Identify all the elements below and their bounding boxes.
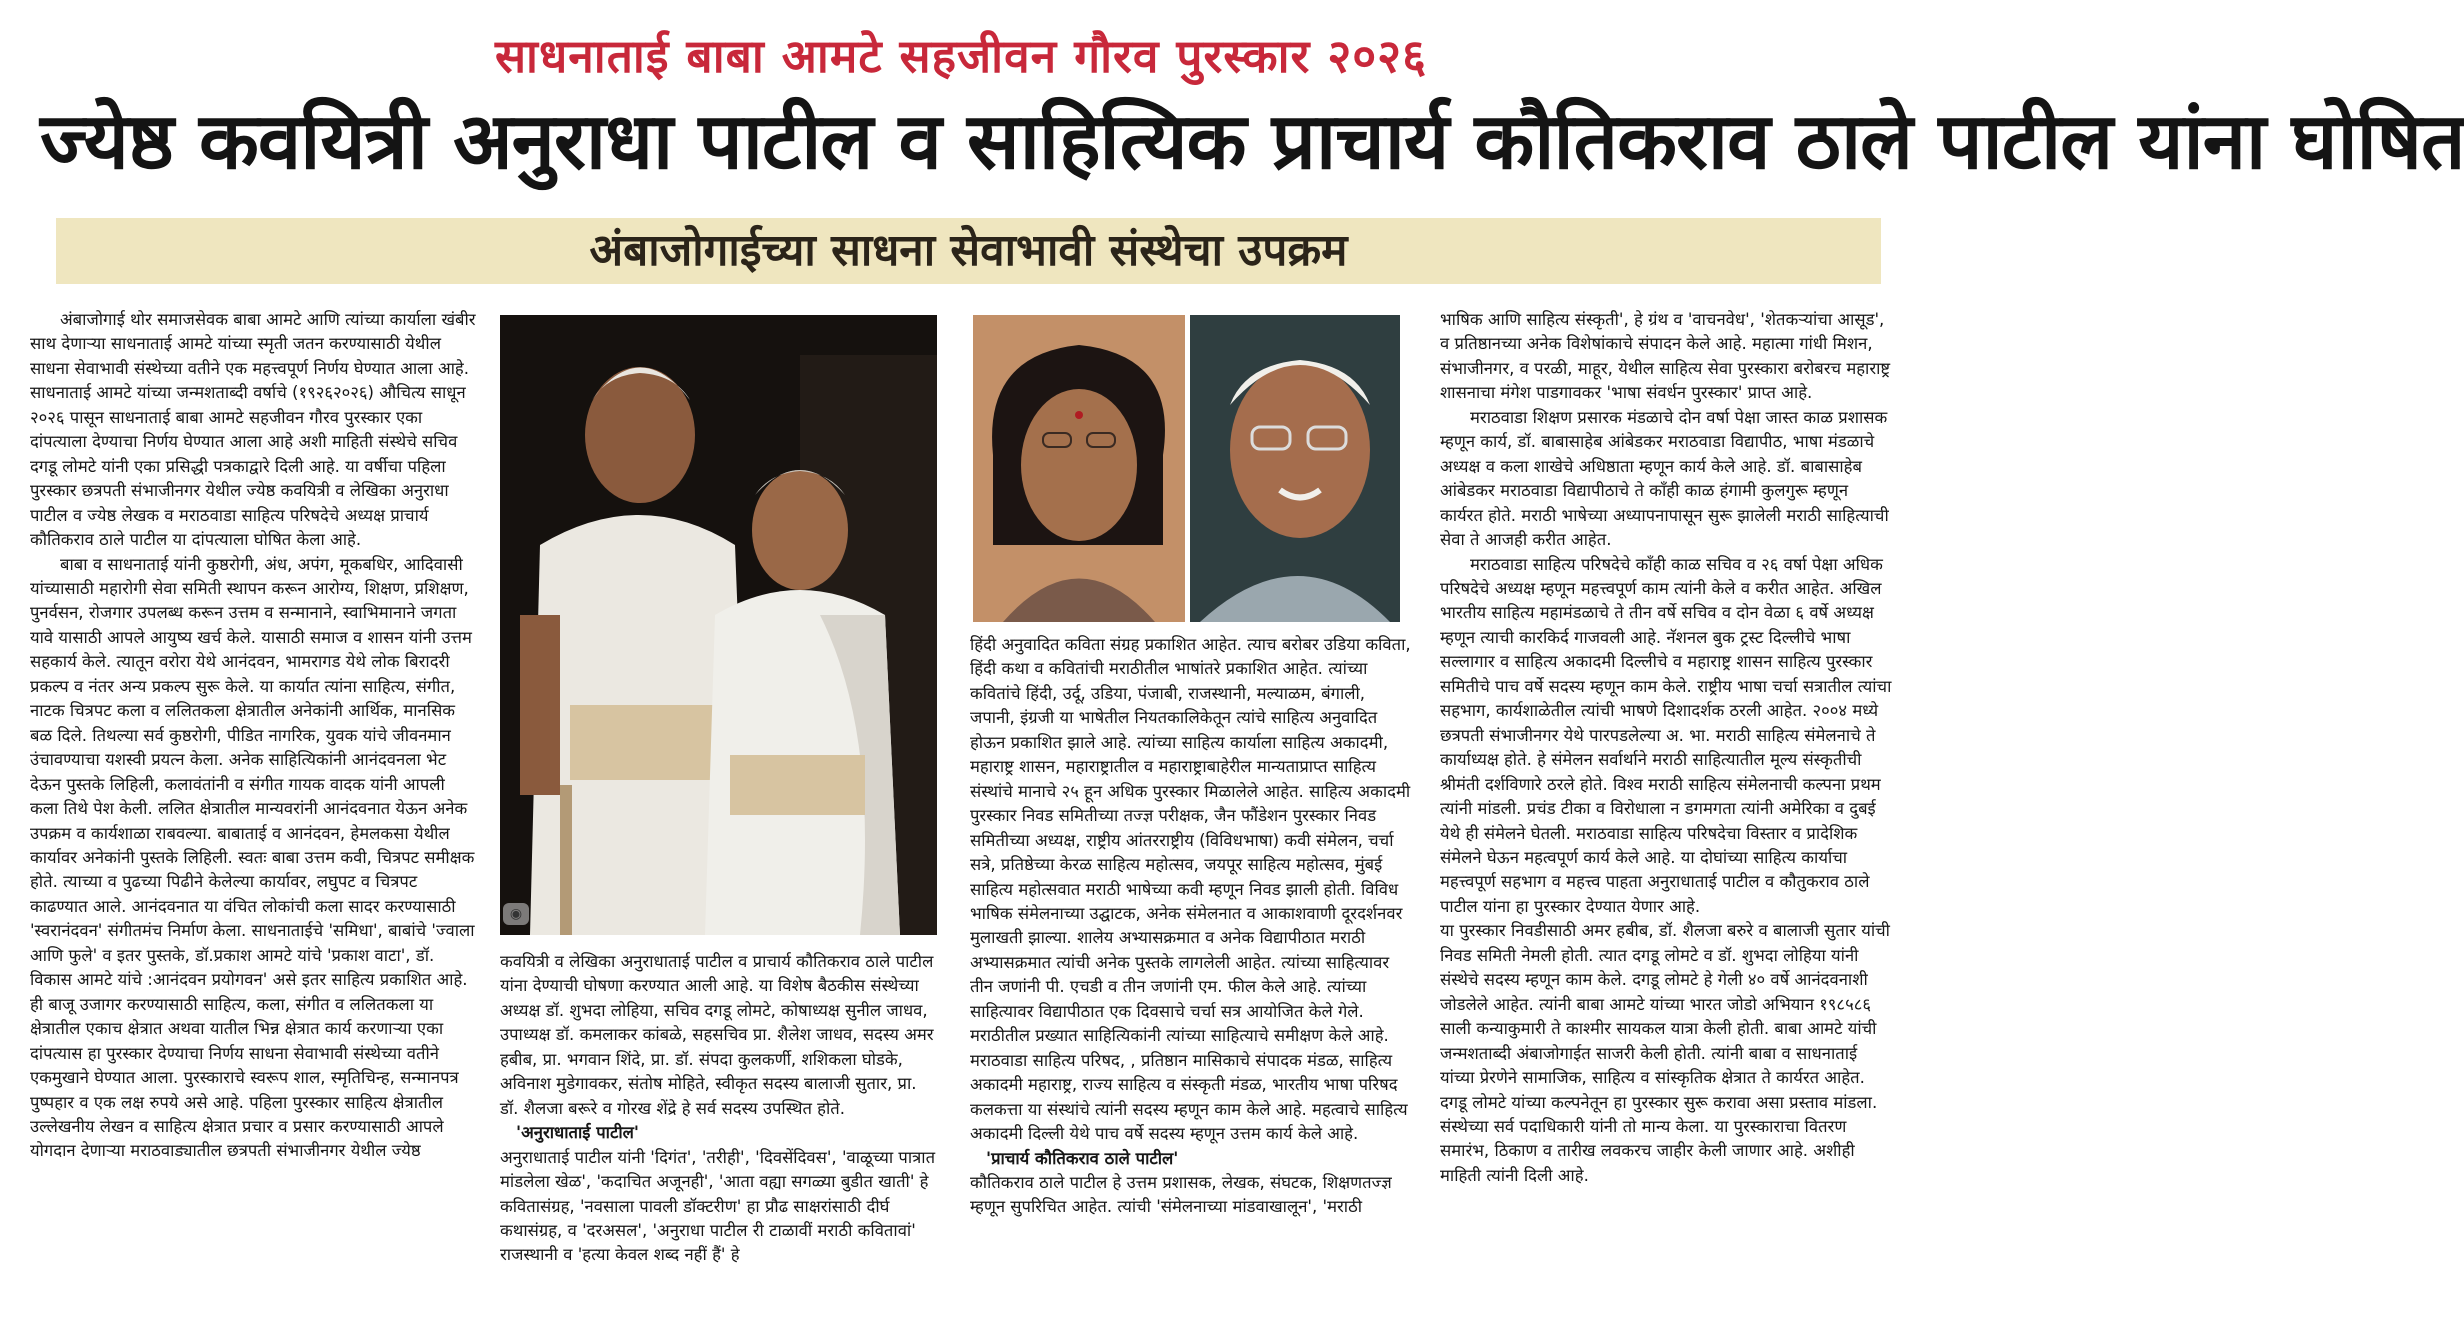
portrait-illustration <box>1190 315 1400 622</box>
paragraph: बाबा व साधनाताई यांनी कुष्ठरोगी, अंध, अपंग, मूकबधिर, आदिवासी यांच्यासाठी महारोगी सेवा समिती स्थापन करून आरोग्य, शिक्षण, प्रशिक्षण, पुनर्वसन, रोजगार उपलब्ध करून उत्तम व सन्मानाने, स्वाभिमानाने जगता यावे यासाठी आपले आयुष्य खर्च केले. यासाठी समाज व शासन यांनी उत्तम सहकार्य केले. त्यातून वरोरा येथे आनंदवन, भामरागड येथे लोक बिरादरी प्रकल्प व नंतर अन्य प्रकल्प सुरू केले. या कार्यात त्यांना साहित्य, संगीत, नाटक चित्रपट कला व ललितकला क्षेत्रातील अनेकांनी आर्थिक, मानसिक बळ दिले. तिथल्या सर्व कुष्ठरोगी, पीडित नागरिक, युवक यांचे जीवनमान उंचावण्याचा यशस्वी प्रयत्न केला. अनेक साहित्यिकांनी आनंदवनला भेट देऊन पुस्तके लिहिली, कलावंतांनी व संगीत गायक वादक यांनी आपली कला तिथे पेश केली. ललित क्षेत्रातील मान्यवरांनी आनंदवनात येऊन अनेक उपक्रम व कार्यशाळा राबवल्या. बाबाताई व आनंदवन, हेमलकसा येथील कार्यावर अनेकांनी पुस्तके लिहिली. स्वतः बाबा उत्तम कवी, चित्रपट समीक्षक होते. त्याच्या व पुढच्या पिढीने केलेल्या कार्यावर, लघुपट व चित्रपट काढण्यात आले. आनंदवनात या वंचित लोकांची कला सादर करण्यासाठी 'स्वरानंदवन' संगीतमंच निर्माण केला. साधनाताईचे 'समिधा', बाबांचे 'ज्वाला आणि फुले' व इतर पुस्तके, डॉ.प्रकाश आमटे यांचे 'प्रकाश वाटा', डॉ. विकास आमटे यांचे :आनंदवन प्रयोगवन' असे इतर साहित्य प्रकाशित आहे. ही बाजू उजागर करण्यासाठी साहित्य, कला, संगीत व ललितकला या क्षेत्रातील एकाच क्षेत्रात अथवा यातील भिन्न क्षेत्रात कार्य करणाऱ्या एका दांपत्यास हा पुरस्कार देण्याचा निर्णय साधना सेवाभावी संस्थेच्या वतीने एकमुखाने घेण्यात आला. पुरस्काराचे स्वरूप शाल, स्मृतिचिन्ह, सन्मानपत्र पुष्पहार व एक लक्ष रुपये असे आहे. पहिला पुरस्कार साहित्य क्षेत्रातील उल्लेखनीय लेखन व साहित्य क्षेत्रात प्रचार व प्रसार करण्यासाठी आपले योगदान देणाऱ्या मराठवाड्यातील छत्रपती संभाजीनगर येथील ज्येष्ठ <box>30 554 475 1161</box>
paragraph: भाषिक आणि साहित्य संस्कृती', हे ग्रंथ व 'वाचनवेध', 'शेतकऱ्यांचा आसूड', व प्रतिष्ठानच्या अनेक विशेषांकाचे संपादन केले आहे. महात्मा गांधी मिशन, संभाजीनगर, व परळी, माहूर, येथील साहित्य सेवा पुरस्कारा बरोबरच महाराष्ट्र शासनाचा मंगेश पाडगावकर 'भाषा संवर्धन पुरस्कार' प्राप्त आहे. <box>1440 310 1891 403</box>
article-column-3 <box>970 633 1412 1318</box>
portrait-illustration <box>973 315 1185 622</box>
section-heading: 'प्राचार्य कौतिकराव ठाले पाटील' <box>986 1148 1179 1168</box>
couple-photo-illustration <box>500 315 937 935</box>
article-column-2 <box>500 950 938 1318</box>
section-heading: 'अनुराधाताई पाटील' <box>516 1123 639 1143</box>
headline: ज्येष्ठ कवयित्री अनुराधा पाटील व साहित्यिक प्राचार्य कौतिकराव ठाले पाटील यांना घोषित <box>40 97 2464 187</box>
paragraph: मराठवाडा शिक्षण प्रसारक मंडळाचे दोन वर्षा पेक्षा जास्त काळ प्रशासक म्हणून कार्य, डॉ. बाबासाहेब आंबेडकर मराठवाडा विद्यापीठ, भाषा मंडळाचे अध्यक्ष व कला शाखेचे अधिष्ठाता म्हणून कार्य केले आहे. डॉ. बाबासाहेब आंबेडकर मराठवाडा विद्यापीठाचे ते काँही काळ हंगामी कुलगुरू म्हणून कार्यरत होते. मराठी भाषेच्या अध्यापनापासून सुरू झालेली मराठी साहित्याची सेवा ते आजही करीत आहेत. <box>1440 407 1889 550</box>
paragraph: या पुरस्कार निवडीसाठी अमर हबीब, डॉ. शैलजा बरुरे व बालाजी सुतार यांची निवड समिती नेमली होती. त्यात दगडू लोमटे व डॉ. शुभदा लोहिया यांनी संस्थेचे सदस्य म्हणून काम केले. दगडू लोमटे हे गेली ४० वर्षे आनंदवनाशी जोडलेले आहेत. त्यांनी बाबा आमटे यांच्या भारत जोडो अभियान १९८५८६ साली कन्याकुमारी ते काश्मीर सायकल यात्रा केली होती. बाबा आमटे यांची जन्मशताब्दी अंबाजोगाईत साजरी केली होती. त्यांनी बाबा व साधनाताई यांच्या प्रेरणेने सामाजिक, साहित्य व सांस्कृतिक क्षेत्रात ते कार्यरत आहेत. दगडू लोमटे यांच्या कल्पनेतून हा पुरस्कार सुरू करावा असा प्रस्ताव मांडला. संस्थेच्या सर्व पदाधिकारी यांनी तो मान्य केला. या पुरस्काराचा वितरण समारंभ, ठिकाण व तारीख लवकरच जाहीर केली जाणार आहे. अशीही माहिती त्यांनी दिली आहे. <box>1440 921 1890 1185</box>
subheadline-banner: अंबाजोगाईच्या साधना सेवाभावी संस्थेचा उपक्रम <box>56 218 1881 284</box>
paragraph: अंबाजोगाई थोर समाजसेवक बाबा आमटे आणि त्यांच्या कार्याला खंबीर साथ देणाऱ्या साधनाताई आमटे यांच्या स्मृती जतन करण्यासाठी येथील साधना सेवाभावी संस्थेच्या वतीने एक महत्त्वपूर्ण निर्णय घेण्यात आला आहे. साधनाताई आमटे यांच्या जन्मशताब्दी वर्षाचे (१९२६२०२६) औचित्य साधून २०२६ पासून साधनाताई बाबा आमटे सहजीवन गौरव पुरस्कार एका दांपत्याला देण्याचा निर्णय घेण्यात आला आहे अशी माहिती संस्थेचे सचिव दगडू लोमटे यांनी एका प्रसिद्धी पत्रकाद्वारे दिली आहे. या वर्षीचा पहिला पुरस्कार छत्रपती संभाजीनगर येथील ज्येष्ठ कवयित्री व लेखिका अनुराधा पाटील व ज्येष्ठ लेखक व मराठवाडा साहित्य परिषदेचे अध्यक्ष प्राचार्य कौतिकराव ठाले पाटील या दांपत्याला घोषित केला आहे. <box>30 310 476 550</box>
kicker-title: साधनाताई बाबा आमटे सहजीवन गौरव पुरस्कार २०२६ <box>494 29 1428 83</box>
paragraph: कवयित्री व लेखिका अनुराधाताई पाटील व प्राचार्य कौतिकराव ठाले पाटील यांना देण्याची घोषणा करण्यात आली आहे. या विशेष बैठकीस संस्थेच्या अध्यक्ष डॉ. शुभदा लोहिया, सचिव दगडू लोमटे, कोषाध्यक्ष सुनील जाधव, उपाध्यक्ष डॉ. कमलाकर कांबळे, सहसचिव प्रा. शैलेश जाधव, सदस्य अमर हबीब, प्रा. भगवान शिंदे, प्रा. डॉ. संपदा कुलकर्णी, शशिकला घोडके, अविनाश मुडेगावकर, संतोष मोहिते, स्वीकृत सदस्य बालाजी सुतार, प्रा. डॉ. शैलजा बरूरे व गोरख शेंद्रे हे सर्व सदस्य उपस्थित होते. <box>500 952 934 1118</box>
couple-photo <box>500 315 937 935</box>
article-column-4 <box>1440 308 1892 1318</box>
portrait-kautikrao-thale-patil <box>1190 315 1400 622</box>
camera-glyph: ◉ <box>509 906 523 922</box>
paragraph: मराठवाडा साहित्य परिषदेचे काँही काळ सचिव व २६ वर्षा पेक्षा अधिक परिषदेचे अध्यक्ष म्हणून महत्त्वपूर्ण काम त्यांनी केले व करीत आहेत. अखिल भारतीय साहित्य महामंडळाचे ते तीन वर्षे सचिव व दोन वेळा ६ वर्षे अध्यक्ष म्हणून त्याची कारकिर्द गाजवली आहे. नॅशनल बुक ट्रस्ट दिल्लीचे भाषा सल्लागार व साहित्य अकादमी दिल्लीचे व महाराष्ट्र शासन साहित्य पुरस्कार समितीचे पाच वर्षे सदस्य म्हणून काम केले. राष्ट्रीय भाषा चर्चा सत्रातील त्यांचा सहभाग, कार्यशाळेतील त्यांची भाषणे दिशादर्शक ठरली आहेत. २००४ मध्ये छत्रपती संभाजीनगर येथे पारपडलेल्या अ. भा. मराठी साहित्य संमेलनाचे ते कार्याध्यक्ष होते. हे संमेलन सर्वार्थाने मराठी साहित्यातील मूल्य संस्कृतीची श्रीमंती दर्शविणारे ठरले होते. विश्व मराठी साहित्य संमेलनाची कल्पना प्रथम त्यांनी मांडली. प्रचंड टीका व विरोधाला न डगमगता त्यांनी अमेरिका व दुबई येथे ही संमेलने घेतली. मराठवाडा साहित्य परिषदेचा विस्तार व प्रादेशिक संमेलने घेऊन महत्वपूर्ण कार्य केले आहे. या दोघांच्या साहित्य कार्याचा महत्त्वपूर्ण सहभाग व महत्त्व पाहता अनुराधाताई पाटील व कौतुकराव ठाले पाटील यांना हा पुरस्कार देण्यात येणार आहे. <box>1440 554 1892 916</box>
paragraph: कौतिकराव ठाले पाटील हे उत्तम प्रशासक, लेखक, संघटक, शिक्षणतज्ज्ञ म्हणून सुपरिचित आहेत. त्यांची 'संमेलनाच्या मांडवाखालून', 'मराठी <box>970 1172 1392 1217</box>
paragraph: अनुराधाताई पाटील यांनी 'दिगंत', 'तरीही', 'दिवसेंदिवस', 'वाळूच्या पात्रात मांडलेला खेळ', 'कदाचित अजूनही', 'आता वह्या सगळ्या बुडीत खाती' हे कवितासंग्रह, 'नवसाला पावली डॉक्टरीण' हा प्रौढ साक्षरांसाठी दीर्घ कथासंग्रह, व 'दरअसल', 'अनुराधा पाटील री टाळावीं मराठी कवितावां' राजस्थानी व 'हत्या केवल शब्द नहीं हैं' हे <box>500 1147 936 1265</box>
portrait-anuradha-patil <box>973 315 1185 622</box>
paragraph: हिंदी अनुवादित कविता संग्रह प्रकाशित आहेत. त्याच बरोबर उडिया कविता, हिंदी कथा व कवितांची मराठीतील भाषांतरे प्रकाशित आहेत. त्यांच्या कवितांचे हिंदी, उर्दू, उडिया, पंजाबी, राजस्थानी, मल्याळम, बंगाली, जपानी, इंग्रजी या भाषेतील नियतकालिकेतून त्यांचे साहित्य अनुवादित होऊन प्रकाशित झाले आहे. त्यांच्या साहित्य कार्याला साहित्य अकादमी, महाराष्ट्र शासन, महाराष्ट्रातील व महाराष्ट्राबाहेरील मान्यताप्राप्त साहित्य संस्थांचे मानाचे २५ हून अधिक पुरस्कार मिळालेले आहेत. साहित्य अकादमी पुरस्कार निवड समितीच्या तज्ज्ञ परीक्षक, जैन फौंडेशन पुरस्कार निवड समितीच्या अध्यक्ष, राष्ट्रीय आंतरराष्ट्रीय (विविधभाषा) कवी संमेलन, चर्चा सत्रे, प्रतिष्ठेच्या केरळ साहित्य महोत्सव, जयपूर साहित्य महोत्सव, मुंबई साहित्य महोत्सवात मराठी भाषेच्या कवी म्हणून निवड झाली होती. विविध भाषिक संमेलनाच्या उद्घाटक, अनेक संमेलनात व आकाशवाणी दूरदर्शनवर मुलाखती झाल्या. शालेय अभ्यासक्रमात व अनेक विद्यापीठात मराठी अभ्यासक्रमात त्यांची अनेक पुस्तके लागलेली आहेत. त्यांच्या साहित्यावर तीन जणांनी पी. एचडी व तीन जणांनी एम. फील केले आहे. त्यांच्या साहित्यावर विद्यापीठात एक दिवसाचे चर्चा सत्र आयोजित केले गेले. मराठीतील प्रख्यात साहित्यिकांनी त्यांच्या साहित्याचे समीक्षण केले आहे. मराठवाडा साहित्य परिषद, , प्रतिष्ठान मासिकाचे संपादक मंडळ, साहित्य अकादमी महाराष्ट्र, राज्य साहित्य व संस्कृती मंडळ, भारतीय भाषा परिषद कलकत्ता या संस्थांचे त्यांनी सदस्य म्हणून काम केले आहे. महत्वाचे साहित्य अकादमी दिल्ली येथे पाच वर्षे सदस्य म्हणून उत्तम कार्य केले आहे. <box>970 635 1411 1144</box>
article-column-1 <box>30 308 478 1318</box>
